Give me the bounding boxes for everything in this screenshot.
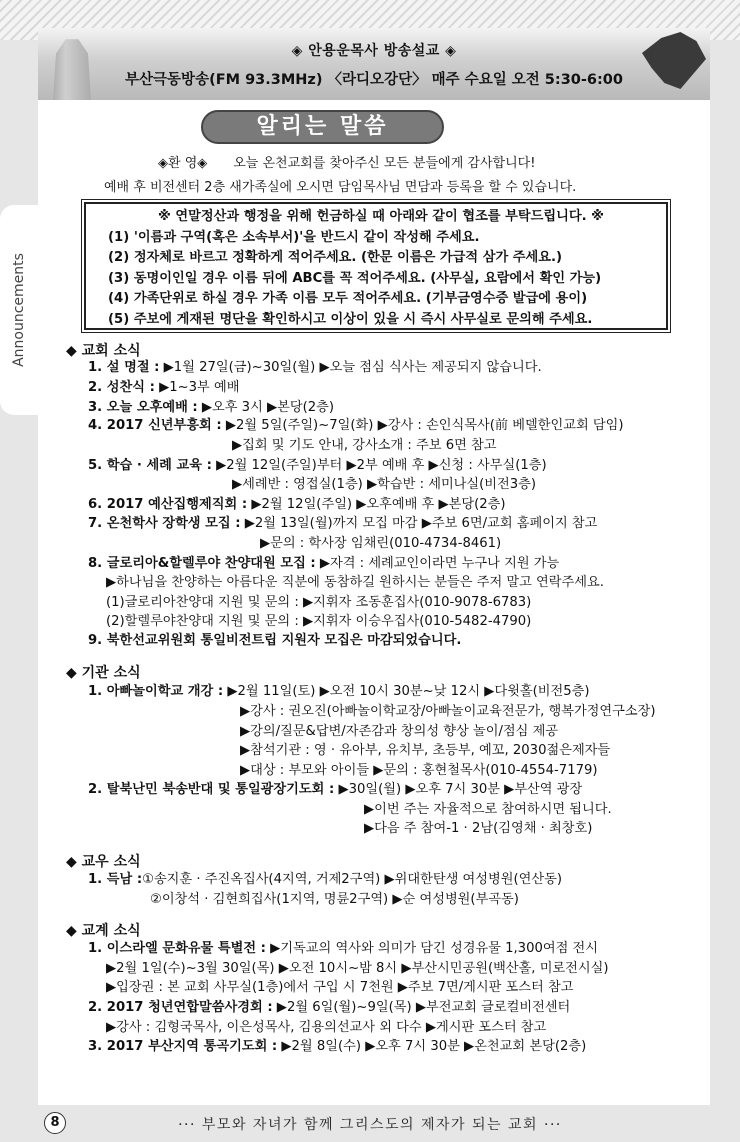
world-item-1-detail: ▶2월 1일(수)~3월 30일(목) ▶오전 10시~밤 8시 ▶부산시민공원(백산홀, 미로전시실) xyxy=(106,961,609,976)
notice-item: (4) 가족단위로 하실 경우 가족 이름 모두 적어주세요. (기부금영수증 발급에 용이) xyxy=(108,291,588,306)
page-number: 8 xyxy=(44,1112,66,1134)
world-item-2-detail: ▶강사 : 김형국목사, 이은성목사, 김용의선교사 외 다수 ▶게시판 포스터 참고 xyxy=(106,1020,547,1035)
church-item-4-detail: ▶집회 및 기도 안내, 강사소개 : 주보 6면 참고 xyxy=(232,438,497,453)
notice-item: (3) 동명이인일 경우 이름 뒤에 ABC를 꼭 적어주세요. (사무실, 요람에서 확인 가능) xyxy=(108,270,602,286)
org-item-1: 1. 아빠놀이학교 개강 : ▶2월 11일(토) ▶오전 10시 30분~낮 12시 ▶다윗홀(비전5층) xyxy=(88,684,590,699)
church-item-7-detail: ▶문의 : 학사장 임채린(010-4734-8461) xyxy=(260,536,502,551)
church-item-5: 5. 학습 · 세례 교육 : ▶2월 12일(주일)부터 ▶2부 예배 후 ▶신청 : 사무실(1층) xyxy=(88,458,547,473)
church-item-7: 7. 온천학사 장학생 모집 : ▶2월 13일(월)까지 모집 마감 ▶주보 6면/교회 홈페이지 참고 xyxy=(88,516,598,531)
church-item-3: 3. 오늘 오후예배 : ▶오후 3시 ▶본당(2층) xyxy=(88,400,335,415)
org-item-1-detail: ▶대상 : 부모와 아이들 ▶문의 : 홍현철목사(010-4554-7179) xyxy=(240,763,598,778)
member-item-1: 1. 득남 :①송지훈 · 주진옥집사(4지역, 거제2구역) ▶위대한탄생 여성병원(연산동) xyxy=(88,872,563,887)
org-item-2-detail: ▶이번 주는 자율적으로 참여하시면 됩니다. xyxy=(364,802,612,817)
notice-head: ※ 연말정산과 행정을 위해 헌금하실 때 아래와 같이 협조를 부탁드립니다. ※ xyxy=(158,209,604,224)
church-item-6: 6. 2017 예산집행제직회 : ▶2월 12일(주일) ▶오후예배 후 ▶본당(2층) xyxy=(88,497,506,512)
section-tab-label: Announcements xyxy=(11,253,27,367)
page-body xyxy=(38,100,710,1105)
welcome-line-2: 예배 후 비전센터 2층 새가족실에 오시면 담임목사님 면담과 등록을 할 수 있습니다. xyxy=(104,180,577,195)
org-item-2: 2. 탈북난민 북송반대 및 통일광장기도회 : ▶30일(월) ▶오후 7시 30분 ▶부산역 광장 xyxy=(88,782,583,797)
banner-schedule: 부산극동방송(FM 93.3MHz) 〈라디오강단〉 매주 수요일 오전 5:30-6:00 xyxy=(125,72,623,88)
world-news-heading: ◆ 교계 소식 xyxy=(66,923,141,939)
member-news-heading: ◆ 교우 소식 xyxy=(66,854,141,870)
offering-notice-box xyxy=(84,202,668,330)
welcome-text: 오늘 온천교회를 찾아주신 모든 분들에게 감사합니다! xyxy=(233,156,536,171)
org-news-heading: ◆ 기관 소식 xyxy=(66,665,141,681)
world-item-1-detail: ▶입장권 : 본 교회 사무실(1층)에서 구입 시 7천원 ▶주보 7면/게시판 포스터 참고 xyxy=(106,980,574,995)
member-item-1-detail: ②이창석 · 김현희집사(1지역, 명륜2구역) ▶순 여성병원(부곡동) xyxy=(150,892,519,907)
church-item-8-contact-2: (2)할렐루야찬양대 지원 및 문의 : ▶지휘자 이승우집사(010-5482-4790) xyxy=(106,614,532,629)
section-tab xyxy=(0,205,38,415)
world-item-3: 3. 2017 부산지역 통곡기도회 : ▶2월 8일(수) ▶오후 7시 30분 ▶온천교회 본당(2층) xyxy=(88,1039,587,1054)
church-news-heading: ◆ 교회 소식 xyxy=(66,343,141,359)
church-item-8: 8. 글로리아&할렐루야 찬양대원 모집 : ▶자격 : 세례교인이라면 누구나 지원 가능 xyxy=(88,556,560,571)
org-item-1-detail: ▶강의/질문&답변/자존감과 창의성 향상 놀이/점심 제공 xyxy=(240,724,559,739)
org-item-2-detail: ▶다음 주 참여-1 · 2남(김영채 · 최창호) xyxy=(364,821,593,836)
welcome-tag: ◈환 영◈ xyxy=(158,156,208,171)
notice-item: (2) 정자체로 바르고 정확하게 적어주세요. (한문 이름은 가급적 삼가 주세요.) xyxy=(108,250,563,265)
church-item-9: 9. 북한선교위원회 통일비전트립 지원자 모집은 마감되었습니다. xyxy=(88,633,462,648)
banner-title: ◈ 안용운목사 방송설교 ◈ xyxy=(291,43,457,59)
broadcast-banner xyxy=(38,28,710,100)
world-item-1: 1. 이스라엘 문화유물 특별전 : ▶기독교의 역사와 의미가 담긴 성경유물 1,300여점 전시 xyxy=(88,941,598,956)
page-title: 알리는 말씀 xyxy=(201,110,444,144)
page-footer xyxy=(0,1108,740,1142)
org-item-1-detail: ▶참석기관 : 영 · 유아부, 유치부, 초등부, 예꼬, 2030젊은제자들 xyxy=(240,743,611,758)
church-item-2: 2. 성찬식 : ▶1~3부 예배 xyxy=(88,380,240,395)
church-item-5-detail: ▶세례반 : 영접실(1층) ▶학습반 : 세미나실(비전3층) xyxy=(232,477,537,492)
church-item-8-contact-1: (1)글로리아찬양대 지원 및 문의 : ▶지휘자 조동훈집사(010-9078-6783) xyxy=(106,595,532,610)
world-item-2: 2. 2017 청년연합말씀사경회 : ▶2월 6일(월)~9일(목) ▶부전교회 글로컬비전센터 xyxy=(88,1000,571,1015)
church-motto: ··· 부모와 자녀가 함께 그리스도의 제자가 되는 교회 ··· xyxy=(178,1117,562,1133)
church-item-4: 4. 2017 신년부흥회 : ▶2월 5일(주일)~7일(화) ▶강사 : 손인식목사(前 베델한인교회 담임) xyxy=(88,418,624,433)
org-item-1-detail: ▶강사 : 권오진(아빠놀이학교장/아빠놀이교육전문가, 행복가정연구소장) xyxy=(240,704,656,719)
church-item-8-detail: ▶하나님을 찬양하는 아름다운 직분에 동참하길 원하시는 분들은 주저 말고 연락주세요. xyxy=(106,575,604,590)
notice-item: (5) 주보에 게재된 명단을 확인하시고 이상이 있을 시 즉시 사무실로 문의해 주세요. xyxy=(108,311,593,327)
notice-item: (1) '이름과 구역(혹은 소속부서)'을 반드시 같이 작성해 주세요. xyxy=(108,229,480,245)
welcome-line xyxy=(158,152,535,171)
church-item-1: 1. 설 명절 : ▶1월 27일(금)~30일(월) ▶오늘 점심 식사는 제공되지 않습니다. xyxy=(88,360,542,375)
